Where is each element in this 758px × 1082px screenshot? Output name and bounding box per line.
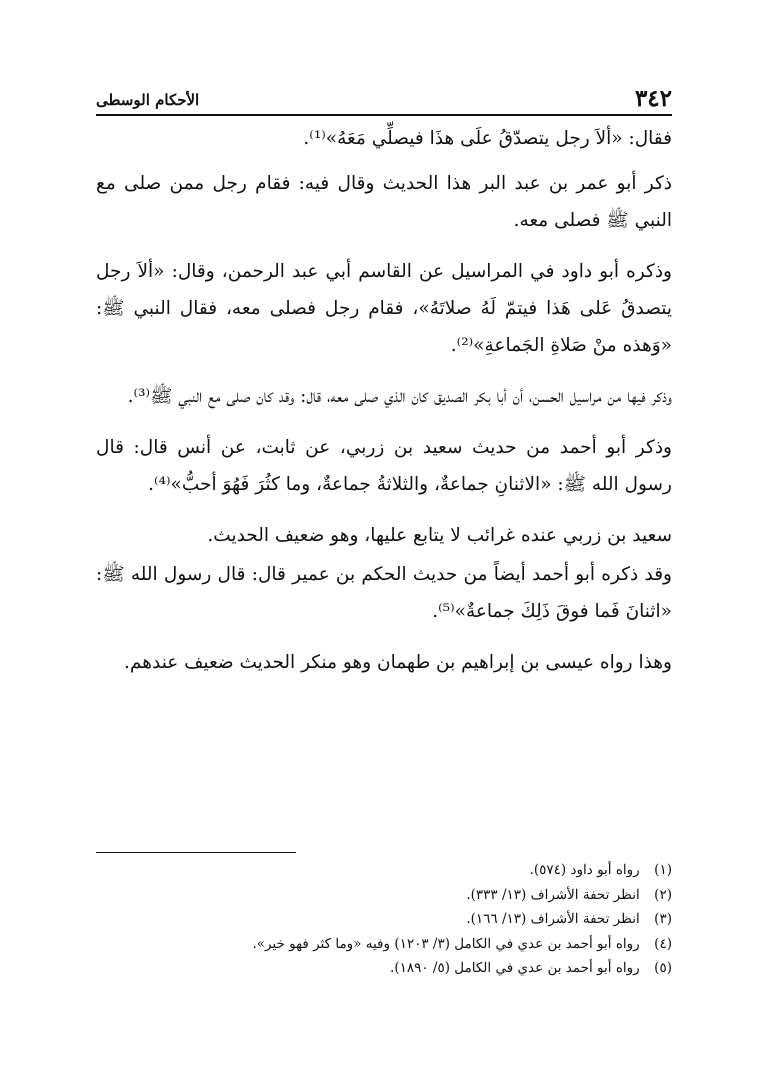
footnote xyxy=(96,956,672,981)
running-title: الأحكام الوسطى xyxy=(96,91,200,109)
footnote-number: (٤) xyxy=(654,935,672,952)
page xyxy=(96,74,672,695)
footnote xyxy=(96,907,672,932)
footnote-text: رواه أبو أحمد بن عدي في الكامل (٥/ ١٨٩٠). xyxy=(390,960,640,976)
footnote xyxy=(96,883,672,908)
page-number: ٣٤٢ xyxy=(634,85,672,112)
footnote-text: انظر تحفة الأشراف (١٣/ ٣٣٣). xyxy=(466,886,640,903)
footnotes-separator xyxy=(96,852,296,853)
paragraph: وهذا رواه عيسى بن إبراهيم بن طهمان وهو منكر الحديث ضعيف عندهم. xyxy=(124,652,672,673)
paragraph: وذكره أبو داود في المراسيل عن القاسم أبي عبد الرحمن، وقال: «ألاَ رجل يتصدقُ عَلى هَذا فيتمّ لَهُ صلاتَهُ»، فقام رجل فصلى معه، فقال النبي ﷺ: «وَهذه منْ صَلاةِ الجَماعةِ»⁽²⁾. xyxy=(96,261,672,356)
footnote-number: (٥) xyxy=(654,960,672,976)
paragraph: وذكر أبو أحمد من حديث سعيد بن زربي، عن ثابت، عن أنس قال: قال رسول الله ﷺ: «الاثنانِ جماعةٌ، والثلاثةُ جماعةٌ، وما كثُرَ فَهُوَ أحبُّ»⁽⁴⁾. xyxy=(96,437,672,495)
footnote-number: (٢) xyxy=(654,886,672,903)
paragraph: وقد ذكره أبو أحمد أيضاً من حديث الحكم بن عمير قال: قال رسول الله ﷺ: «اثنانَ فَما فوقَ ذَلِكَ جماعةٌ»⁽⁵⁾. xyxy=(96,564,672,622)
footnotes xyxy=(96,858,672,981)
paragraph: وذكر فيها من مراسيل الحسن، أن أبا بكر الصديق كان الذي صلى معه، قال: وقد كان صلى مع النبي ﷺ⁽³⁾. xyxy=(127,386,672,407)
footnote xyxy=(96,858,672,883)
paragraph: سعيد بن زربي عنده غرائب لا يتابع عليها، وهو ضعيف الحديث. xyxy=(207,525,672,546)
paragraph: فقال: «ألاَ رجل يتصدّقُ علَى هذَا فيصلِّي مَعَهُ»⁽¹⁾. xyxy=(303,128,672,149)
paragraph: ذكر أبو عمر بن عبد البر هذا الحديث وقال فيه: فقام رجل ممن صلى مع النبي ﷺ فصلى معه. xyxy=(96,173,672,231)
footnote xyxy=(96,932,672,957)
body-text xyxy=(96,120,672,681)
page-header xyxy=(96,74,672,110)
footnote-text: رواه أبو داود (٥٧٤). xyxy=(529,862,640,878)
footnote-text: رواه أبو أحمد بن عدي في الكامل (٣/ ١٢٠٣) وفيه «وما كثر فهو خير». xyxy=(252,935,640,952)
footnote-number: (٣) xyxy=(654,911,672,927)
header-rule xyxy=(96,114,672,116)
footnote-text: انظر تحفة الأشراف (١٣/ ١٦٦). xyxy=(466,911,640,927)
footnote-number: (١) xyxy=(654,862,672,878)
